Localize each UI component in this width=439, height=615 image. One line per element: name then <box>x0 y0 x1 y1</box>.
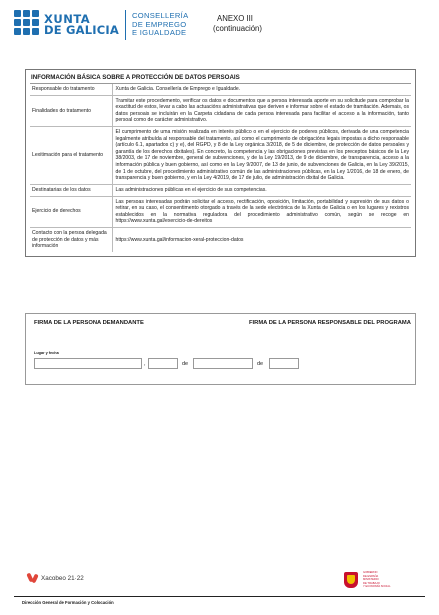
row-value: Las persoas interesadas podrán solicitar el acceso, rectificación, oposición, limitación, portabilidad y supresión de sus datos o retirar, en su caso, el consentimento otorgado a través de la sede electrónica de la Xunta de Galicia o en los lugares y rexistros establecidos en la normativa reguladora del procedimiento administrativo común, según se recoge en https://www.xunta.gal/exercicio-de-dereitos <box>112 196 411 227</box>
place-date-label: Lugar y fecha <box>34 351 59 355</box>
consellaria-name <box>132 12 188 38</box>
xunta-logo <box>14 10 188 40</box>
xunta-crest-icon <box>14 10 40 40</box>
row-label: Responsable do tratamento <box>30 84 112 95</box>
responsible-signature-label: FIRMA DE LA PERSONA RESPONSABLE DEL PROGRAMA <box>249 320 411 326</box>
de-separator-2: de <box>257 361 264 367</box>
row-label: Lexitimación para el tratamento <box>30 127 112 185</box>
row-value-link[interactable]: https://www.xunta.gal/informacion-xeral-proteccion-datos <box>115 236 244 243</box>
comma-separator: , <box>144 361 146 367</box>
table-row <box>30 184 411 196</box>
xacobeo-icon <box>28 573 38 583</box>
spain-coat-of-arms-icon <box>342 571 360 589</box>
table-row <box>30 227 411 251</box>
row-label: Contacto con la persoa delegada de protección de datos y más información <box>30 227 112 251</box>
row-label: Finalidades do tratamento <box>30 95 112 126</box>
table-row <box>30 84 411 95</box>
ministry-name <box>363 571 391 589</box>
consellaria-line-3: E IGUALDADE <box>131 28 187 38</box>
de-separator-1: de <box>182 361 189 367</box>
annex-subtitle: (continuación) <box>213 23 262 33</box>
footer-divider <box>14 596 425 597</box>
consellaria-line-2: DE EMPREGO <box>131 19 187 29</box>
table-row <box>30 196 411 227</box>
row-label: Destinatarias de los datos <box>30 184 112 196</box>
gov-line-2: DE ESPAÑA <box>363 574 379 578</box>
gov-line-5: Y ECONOMÍA SOCIAL <box>363 585 391 588</box>
signature-section <box>25 313 416 385</box>
year-field[interactable] <box>269 358 299 369</box>
table-row <box>30 127 411 185</box>
footer-direction: Dirección General de Formación y Colocación <box>22 600 114 605</box>
data-protection-title: INFORMACIÓN BÁSICA SOBRE A PROTECCIÓN DE DATOS PERSOAIS <box>30 72 411 84</box>
xacobeo-text: Xacobeo 21·22 <box>41 574 84 582</box>
place-field[interactable] <box>34 358 142 369</box>
gov-line-1: GOBIERNO <box>363 571 378 574</box>
brand-line-1: XUNTA <box>44 11 91 26</box>
row-value: Tramitar este procedemento, verificar os datos e documentos que a persoa interesada aporte en su solicitude para comprobar la exactitud de estos, levar a cabo las actuacións administrativas que deriven e informar sobre el estado de tramitación. Ademais, os datos persoais se incluirán en la Carpeta cidadana de cada persoa interesada para facilitar el acceso a la información, tanto persoal como de carácter administrativo. <box>112 95 411 126</box>
spain-government-logo <box>342 571 391 589</box>
brand-line-2: DE GALICIA <box>44 23 119 37</box>
row-label: Ejercicio de derechos <box>30 196 112 227</box>
row-value: El cumprimento de uma misión realizada en interés público o en el ejercicio de poderes públicos, derivada de una competencia legalmente atribuída al responsable del tratamento, así como el cumprimento de obrigacións legais impostas a dicho responsable (artículo 6.1, apartados c) y e), del RGPD, y 8 de la Ley orgánica 3/2018, de 5 de diciembre, de protección de datos persoales y garantía de los derechos dixitales). En concreto, la competencia y las obrigaciones previstas en los preceptos básicos de la Ley 38/2003, de 17 de noviembre, general de subvenciones, y de la Ley 19/2013, de 9 de diciembre, de transparencia, acceso a la información pública y buen gobierno, así como en la Ley 9/2007, de 13 de junio, de subvenciones de Galicia, en la Ley 39/2015, de 1 de octubre, del procedimiento administrativo común de las administraciones públicas, en la Ley 1/2016, de 18 de enero, de transparencia y buen gobierno, y en la Ley 4/2019, de 17 de julio, de administración dixital de Galicia. <box>112 127 411 185</box>
data-protection-table <box>30 84 411 252</box>
logo-divider <box>125 10 126 40</box>
consellaria-line-1: CONSELLERÍA <box>131 11 189 21</box>
table-row <box>30 95 411 126</box>
brand-name <box>44 11 119 37</box>
row-value: Las administraciones públicas en el ejercicio de sus competencias. <box>112 184 411 196</box>
page-header <box>14 10 425 54</box>
gov-line-3: MINISTERIO <box>363 578 379 581</box>
annex-heading <box>213 14 262 33</box>
annex-title: ANEXO III <box>217 14 253 23</box>
row-value: Xunta de Galicia. Consellería de Emprego e Igualdade. <box>112 84 411 95</box>
gov-line-4: DE TRABAJO <box>363 581 380 585</box>
month-field[interactable] <box>193 358 253 369</box>
applicant-signature-label: FIRMA DE LA PERSONA DEMANDANTE <box>34 320 144 326</box>
xacobeo-logo <box>28 573 84 583</box>
day-field[interactable] <box>148 358 178 369</box>
data-protection-section <box>25 69 416 257</box>
